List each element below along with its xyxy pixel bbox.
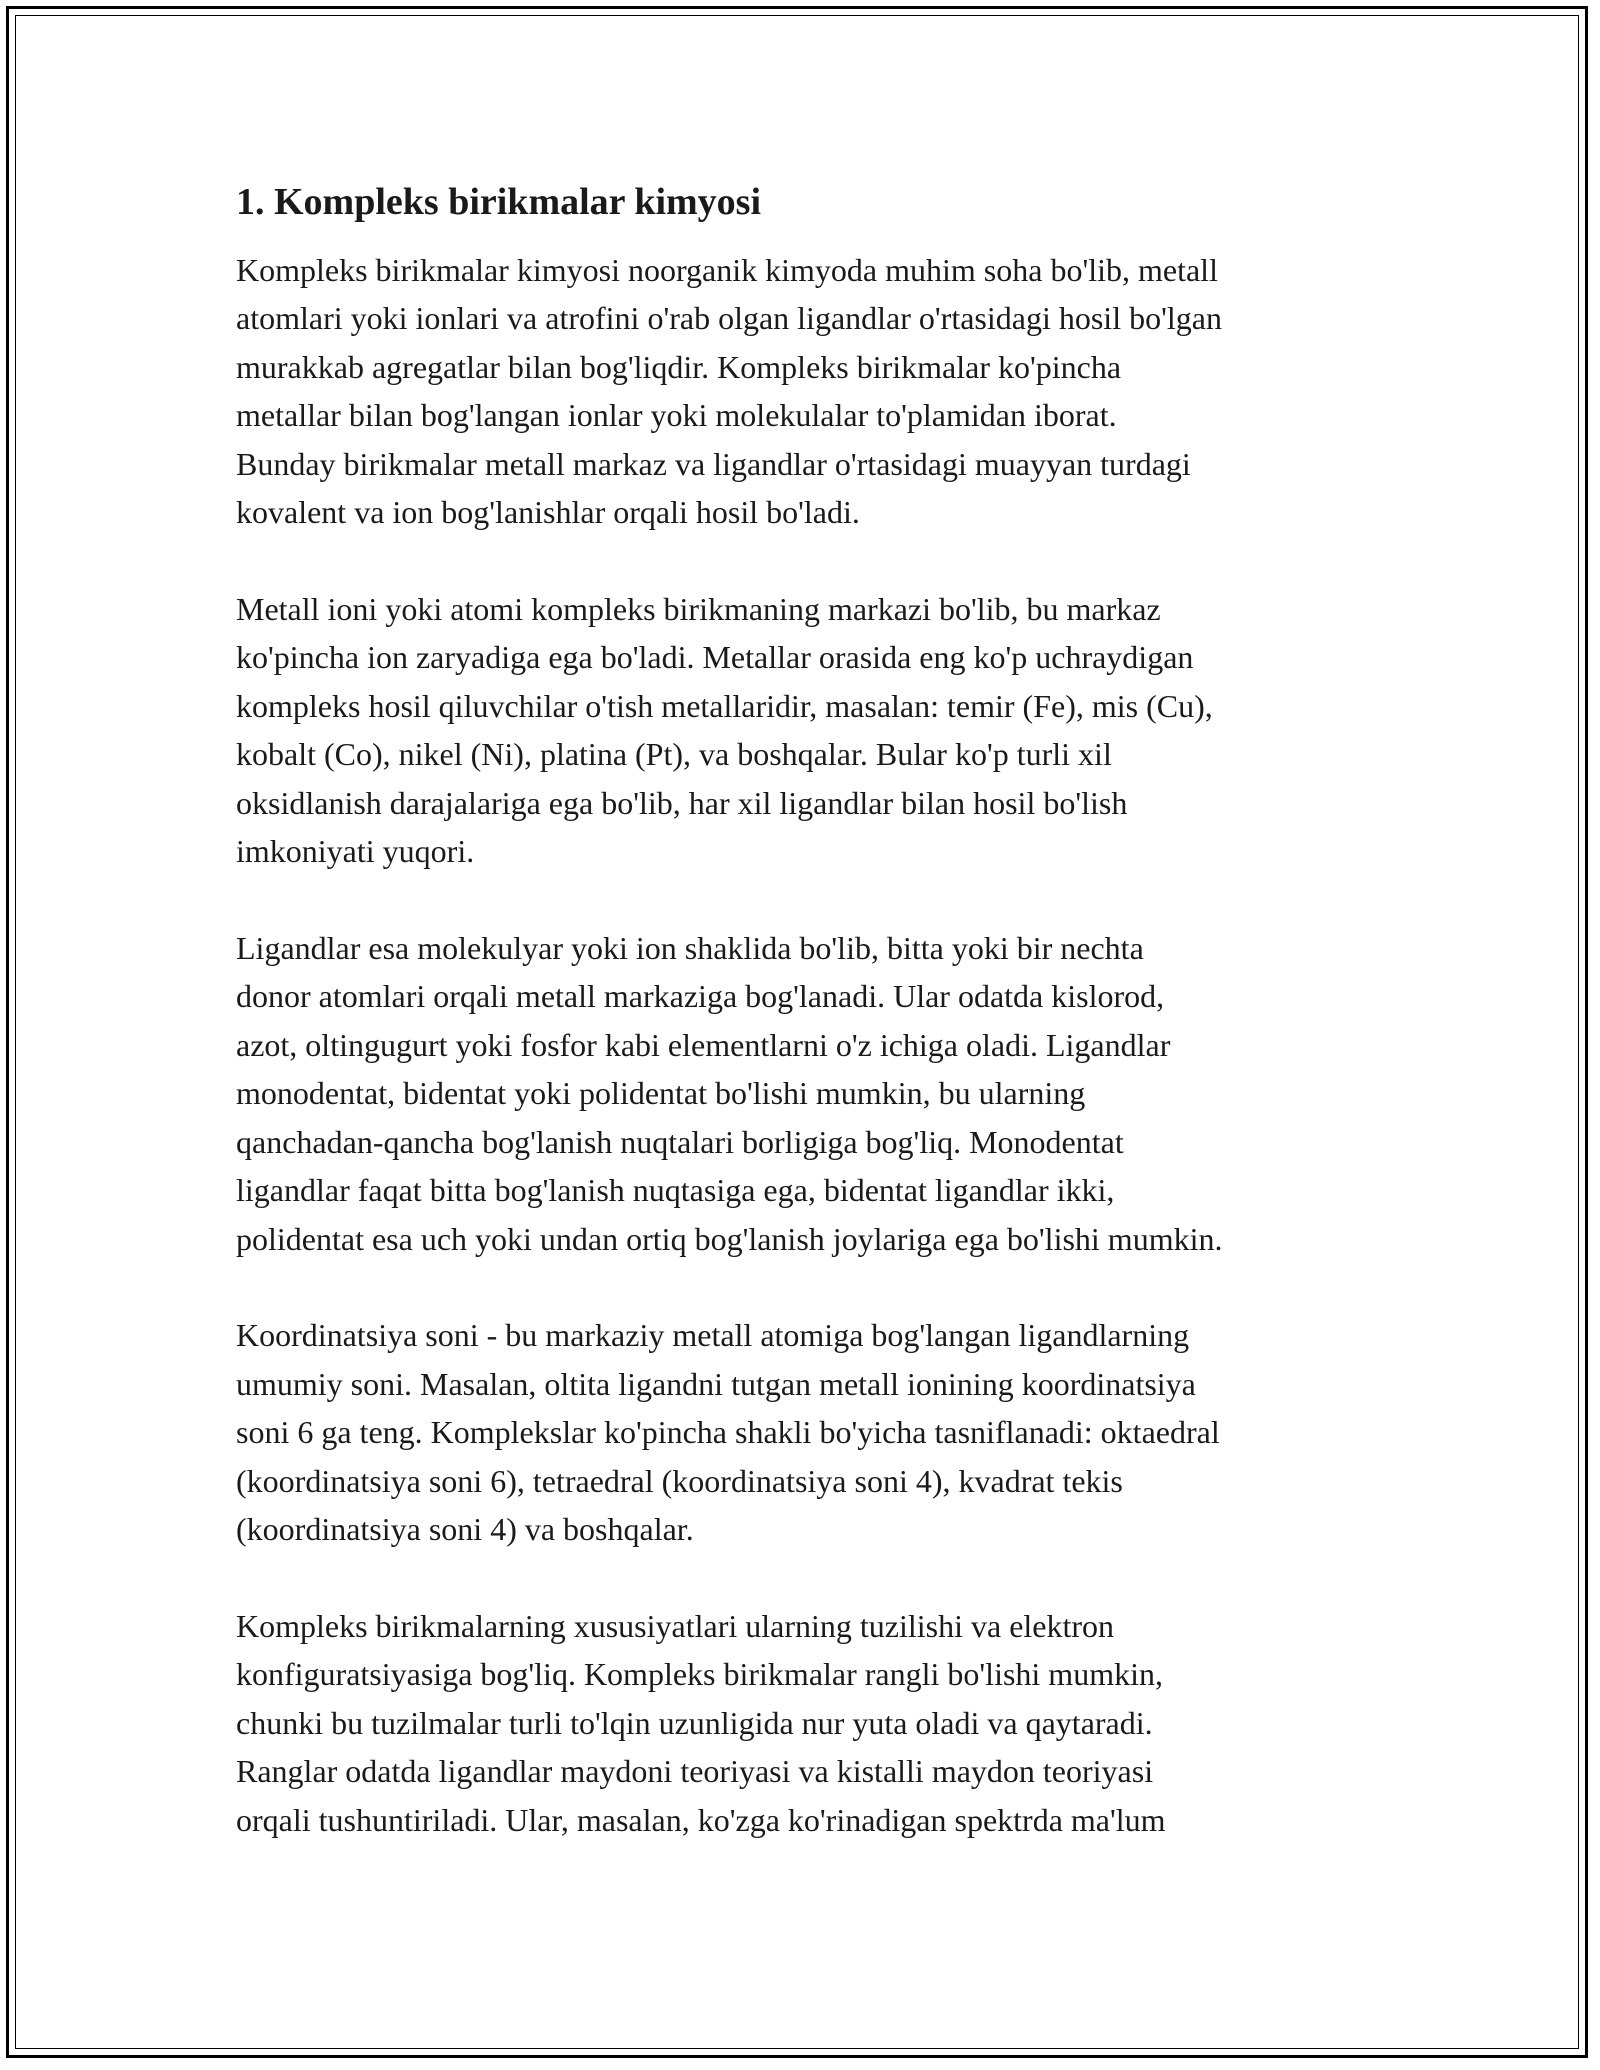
text-line: kovalent va ion bog'lanishlar orqali hosil bo'ladi. bbox=[236, 494, 860, 531]
text-line: konfiguratsiyasiga bog'liq. Kompleks birikmalar rangli bo'lishi mumkin, bbox=[236, 1656, 1163, 1693]
text-line: umumiy soni. Masalan, oltita ligandni tutgan metall ionining koordinatsiya bbox=[236, 1365, 1196, 1402]
text-line: chunki bu tuzilmalar turli to'lqin uzunligida nur yuta oladi va qaytaradi. bbox=[236, 1704, 1153, 1741]
text-line: Kompleks birikmalarning xususiyatlari ularning tuzilishi va elektron bbox=[236, 1607, 1115, 1644]
paragraph-4 bbox=[236, 1311, 1376, 1554]
text-line: ligandlar faqat bitta bog'lanish nuqtasiga ega, bidentat ligandlar ikki, bbox=[236, 1172, 1115, 1209]
text-line: (koordinatsiya soni 6), tetraedral (koordinatsiya soni 4), kvadrat tekis bbox=[236, 1462, 1123, 1499]
document-body bbox=[236, 180, 1376, 1892]
text-line: polidentat esa uch yoki undan ortiq bog'lanish joylariga ega bo'lishi mumkin. bbox=[236, 1220, 1223, 1257]
text-line: kompleks hosil qiluvchilar o'tish metallaridir, masalan: temir (Fe), mis (Cu), bbox=[236, 687, 1213, 724]
text-line: Ligandlar esa molekulyar yoki ion shaklida bo'lib, bitta yoki bir nechta bbox=[236, 929, 1144, 966]
text-line: monodentat, bidentat yoki polidentat bo'lishi mumkin, bu ularning bbox=[236, 1075, 1086, 1112]
text-line: ko'pincha ion zaryadiga ega bo'ladi. Metallar orasida eng ko'p uchraydigan bbox=[236, 639, 1194, 676]
text-line: Ranglar odatda ligandlar maydoni teoriyasi va kistalli maydon teoriyasi bbox=[236, 1753, 1154, 1790]
text-line: soni 6 ga teng. Komplekslar ko'pincha shakli bo'yicha tasniflanadi: oktaedral bbox=[236, 1414, 1220, 1451]
text-line: metallar bilan bog'langan ionlar yoki molekulalar to'plamidan iborat. bbox=[236, 397, 1117, 434]
text-line: donor atomlari orqali metall markaziga bog'lanadi. Ular odatda kislorod, bbox=[236, 978, 1165, 1015]
text-line: oksidlanish darajalariga ega bo'lib, har xil ligandlar bilan hosil bo'lish bbox=[236, 784, 1128, 821]
text-line: imkoniyati yuqori. bbox=[236, 833, 475, 870]
text-line: Kompleks birikmalar kimyosi noorganik kimyoda muhim soha bo'lib, metall bbox=[236, 251, 1218, 288]
text-line: qanchadan-qancha bog'lanish nuqtalari borligiga bog'liq. Monodentat bbox=[236, 1123, 1124, 1160]
paragraph-1 bbox=[236, 246, 1376, 537]
text-line: murakkab agregatlar bilan bog'liqdir. Kompleks birikmalar ko'pincha bbox=[236, 348, 1122, 385]
text-line: atomlari yoki ionlari va atrofini o'rab olgan ligandlar o'rtasidagi hosil bo'lgan bbox=[236, 300, 1222, 337]
text-line: azot, oltingugurt yoki fosfor kabi elementlarni o'z ichiga oladi. Ligandlar bbox=[236, 1026, 1171, 1063]
text-line: kobalt (Co), nikel (Ni), platina (Pt), va boshqalar. Bular ko'p turli xil bbox=[236, 736, 1112, 773]
text-line: (koordinatsiya soni 4) va boshqalar. bbox=[236, 1511, 694, 1548]
text-line: Bunday birikmalar metall markaz va ligandlar o'rtasidagi muayyan turdagi bbox=[236, 445, 1191, 482]
text-line: orqali tushuntiriladi. Ular, masalan, ko'zga ko'rinadigan spektrda ma'lum bbox=[236, 1801, 1166, 1838]
paragraph-2 bbox=[236, 585, 1376, 876]
section-heading: 1. Kompleks birikmalar kimyosi bbox=[236, 181, 762, 223]
paragraph-5 bbox=[236, 1602, 1376, 1845]
text-line: Metall ioni yoki atomi kompleks birikmaning markazi bo'lib, bu markaz bbox=[236, 590, 1161, 627]
paragraph-3 bbox=[236, 924, 1376, 1264]
text-line: Koordinatsiya soni - bu markaziy metall atomiga bog'langan ligandlarning bbox=[236, 1317, 1190, 1354]
